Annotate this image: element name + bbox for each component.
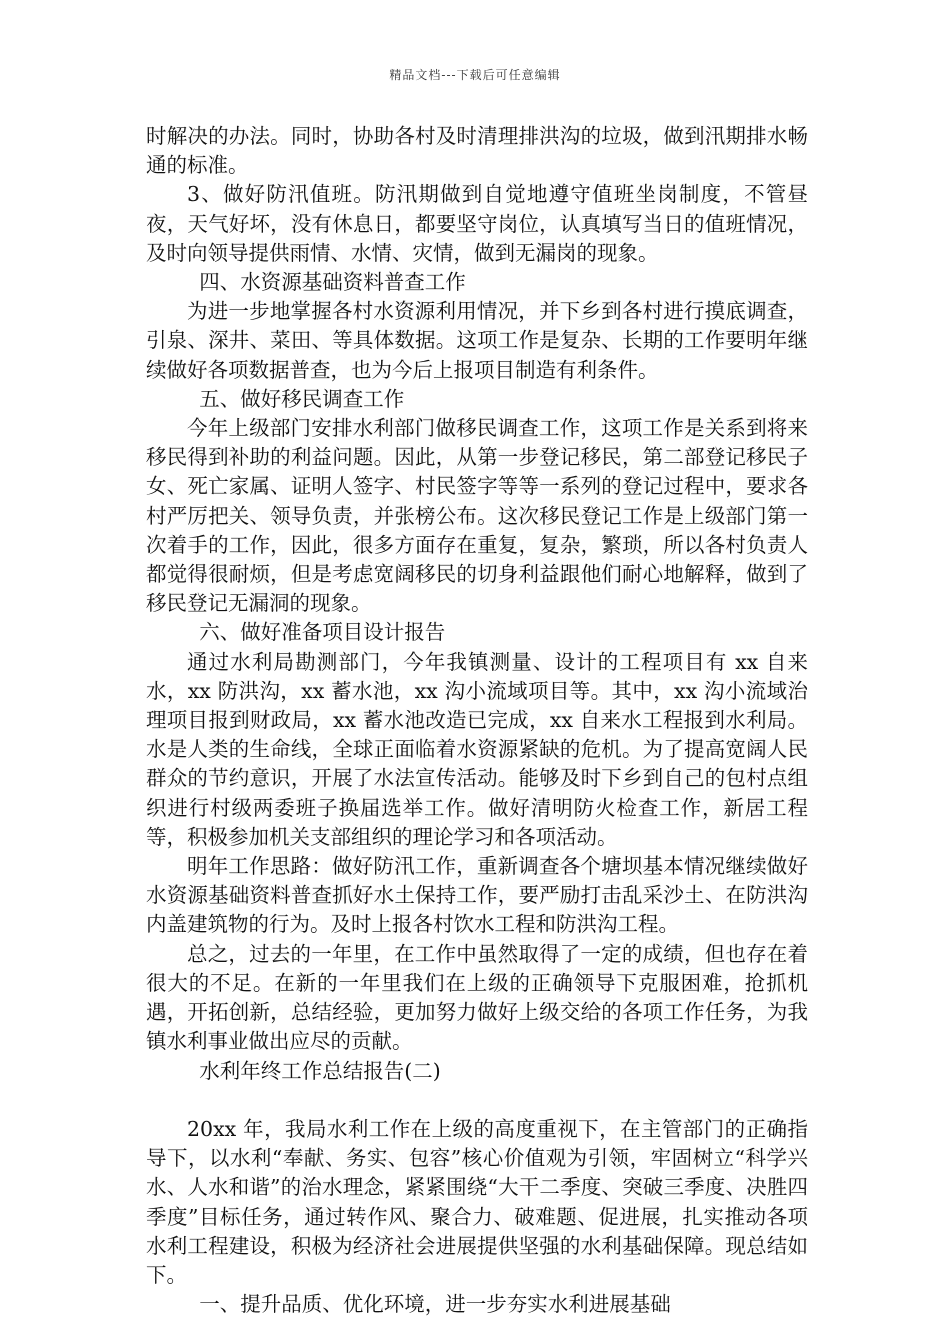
paragraph-migrant-survey: 今年上级部门安排水利部门做移民调查工作，这项工作是关系到将来移民得到补助的利益问题。因此，从第一步登记移民，第二部登记移民子女、死亡家属、证明人签字、村民签字等等一系列的登记过程中，要求各村严厉把关、领导负责，并张榜公布。这次移民登记工作是上级部门第一次着手的工作，因此，很多方面存在重复，复杂，繁琐，所以各村负责人都觉得很耐烦，但是考虑宽阔移民的切身利益跟他们耐心地解释，做到了移民登记无漏洞的现象。 bbox=[146, 416, 808, 616]
paragraph-next-year-plan: 明年工作思路：做好防汛工作，重新调查各个塘坝基本情况继续做好水资源基础资料普查抓好水土保持工作，要严励打击乱采沙土、在防洪沟内盖建筑物的行为。及时上报各村饮水工程和防洪沟工程。 bbox=[146, 854, 808, 937]
blank-line bbox=[146, 1086, 808, 1115]
paragraph-continuation: 时解决的办法。同时，协助各村及时清理排洪沟的垃圾，做到汛期排水畅通的标准。 bbox=[146, 124, 808, 178]
paragraph-water-survey: 为进一步地掌握各村水资源利用情况，并下乡到各村进行摸底调查，引泉、深井、菜田、等具体数据。这项工作是复杂、长期的工作要明年继续做好各项数据普查，也为今后上报项目制造有利条件。 bbox=[146, 299, 808, 382]
page-header: 精品文档---下载后可任意编辑 bbox=[389, 68, 561, 82]
report-title-part-two: 水利年终工作总结报告(二) bbox=[199, 1058, 441, 1083]
paragraph-project-report: 通过水利局勘测部门，今年我镇测量、设计的工程项目有 xx 自来水，xx 防洪沟，xx 蓄水池，xx 沟小流域项目等。其中，xx 沟小流域治理项目报到财政局，xx 蓄水池改造已完成，xx 自来水工程报到水利局。水是人类的生命线，全球正面临着水资源紧缺的危机。为了提高宽阔人民群众的节约意识，开展了水法宣传活动。能够及时下乡到自己的包村点组织进行村级两委班子换届选举工作。做好清明防火检查工作，新居工程等，积极参加机关支部组织的理论学习和各项活动。 bbox=[146, 649, 808, 849]
paragraph-report-intro: 20xx 年，我局水利工作在上级的高度重视下，在主管部门的正确指导下，以水利“奉献、务实、包容”核心价值观为引领，牢固树立“科学兴水、人水和谐”的治水理念，紧紧围绕“大干二季度、突破三季度、决胜四季度”目标任务，通过转作风、聚合力、破难题、促进展，扎实推动各项水利工程建设，积极为经济社会进展提供坚强的水利基础保障。现总结如下。 bbox=[146, 1116, 808, 1287]
paragraph-flood-duty: 3、做好防汛值班。防汛期做到自觉地遵守值班坐岗制度，不管昼夜，天气好坏，没有休息日，都要坚守岗位，认真填写当日的值班情况，及时向领导提供雨情、水情、灾情，做到无漏岗的现象。 bbox=[146, 182, 808, 265]
section-heading-migrant-survey: 五、做好移民调查工作 bbox=[199, 386, 405, 411]
section-heading-project-report: 六、做好准备项目设计报告 bbox=[199, 620, 446, 645]
paragraph-conclusion: 总之，过去的一年里，在工作中虽然取得了一定的成绩，但也存在着很大的不足。在新的一年里我们在上级的正确领导下克服困难，抢抓机遇，开拓创新，总结经验，更加努力做好上级交给的各项工作任务，为我镇水利事业做出应尽的贡献。 bbox=[146, 941, 808, 1054]
section-heading-water-survey: 四、水资源基础资料普查工作 bbox=[199, 270, 466, 295]
section-heading-quality: 一、提升品质、优化环境，进一步夯实水利进展基础 bbox=[199, 1292, 671, 1317]
document-body bbox=[146, 122, 808, 1319]
